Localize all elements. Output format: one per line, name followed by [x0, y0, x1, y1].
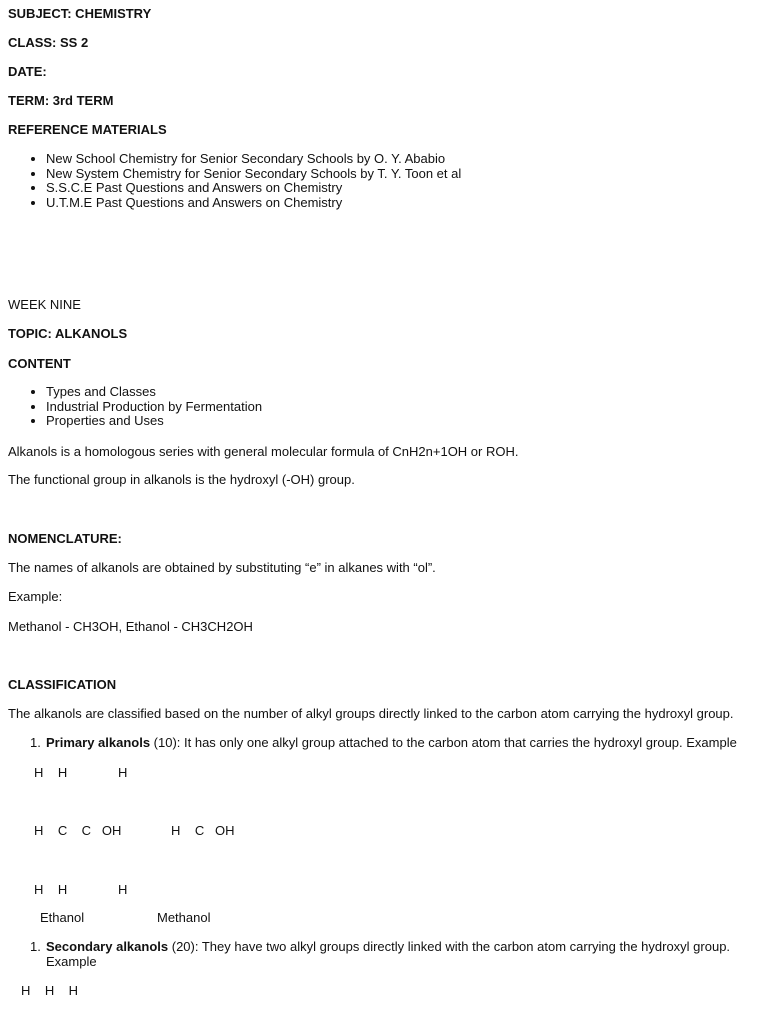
methanol-label: Methanol	[157, 910, 211, 925]
ethanol-label: Ethanol	[40, 910, 85, 925]
secondary-term: Secondary alkanols	[46, 939, 169, 954]
date-line: DATE:	[8, 64, 47, 79]
list-number: 1.	[30, 939, 41, 954]
list-item: • S.S.C.E Past Questions and Answers on Chemistry	[46, 181, 461, 196]
content-heading: CONTENT	[8, 356, 71, 371]
secondary-structure-top-row: H H H	[21, 983, 79, 998]
methanol-bottom-row: H	[118, 882, 128, 897]
reference-list	[8, 152, 461, 211]
list-item: • U.T.M.E Past Questions and Answers on Chemistry	[46, 196, 461, 211]
primary-description: (10): It has only one alkyl group attached to the carbon atom that carries the hydroxyl group. Example	[150, 735, 737, 750]
nomenclature-heading: NOMENCLATURE:	[8, 531, 122, 546]
week-line: WEEK NINE	[8, 297, 81, 312]
secondary-description: (20): They have two alkyl groups directly linked with the carbon atom carrying the hydroxyl group.	[168, 939, 731, 954]
primary-term: Primary alkanols	[46, 735, 151, 750]
term-line: TERM: 3rd TERM	[8, 93, 114, 108]
content-list	[8, 385, 262, 429]
intro-paragraph: Alkanols is a homologous series with general molecular formula of CnH2n+1OH or ROH.	[8, 444, 519, 459]
topic-line: TOPIC: ALKANOLS	[8, 326, 128, 341]
functional-group-paragraph: The functional group in alkanols is the hydroxyl (-OH) group.	[8, 472, 355, 487]
example-label: Example:	[8, 589, 63, 604]
classification-heading: CLASSIFICATION	[8, 677, 117, 692]
primary-alkanols-item	[30, 735, 737, 751]
list-item: • Industrial Production by Fermentation	[46, 400, 262, 415]
ethanol-bottom-row: H H	[34, 882, 68, 897]
methanol-top-row: H	[118, 765, 128, 780]
list-item: • New School Chemistry for Senior Secondary Schools by O. Y. Ababio	[46, 152, 461, 167]
secondary-alkanols-item	[30, 939, 730, 955]
list-item: • Types and Classes	[46, 385, 262, 400]
nomenclature-text: The names of alkanols are obtained by substituting “e” in alkanes with “ol”.	[8, 560, 436, 575]
secondary-example-label: Example	[46, 954, 97, 969]
list-item: • Properties and Uses	[46, 414, 262, 429]
ethanol-top-row: H H	[34, 765, 68, 780]
methanol-middle-row: H C OH	[171, 823, 235, 838]
class-line: CLASS: SS 2	[8, 35, 89, 50]
list-number: 1.	[30, 735, 41, 750]
reference-heading: REFERENCE MATERIALS	[8, 122, 167, 137]
subject-line: SUBJECT: CHEMISTRY	[8, 6, 152, 21]
classification-text: The alkanols are classified based on the number of alkyl groups directly linked to the carbon atom carrying the hydroxyl group.	[8, 706, 734, 721]
example-text: Methanol - CH3OH, Ethanol - CH3CH2OH	[8, 619, 253, 634]
ethanol-middle-row: H C C OH	[34, 823, 122, 838]
list-item: • New System Chemistry for Senior Secondary Schools by T. Y. Toon et al	[46, 167, 461, 182]
